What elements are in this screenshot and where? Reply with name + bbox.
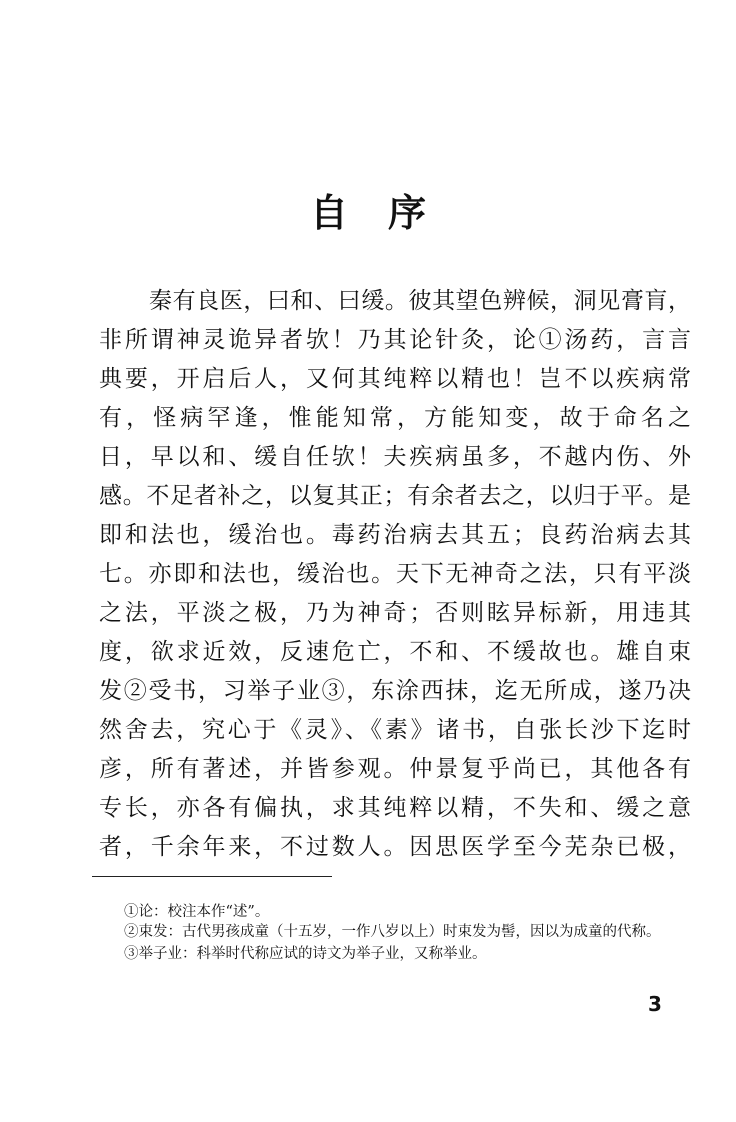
body-text	[99, 282, 691, 867]
body-line: 即和法也，缓治也。毒药治病去其五；良药治病去其	[99, 522, 691, 548]
body-line: 专长，亦各有偏执，求其纯粹以精，不失和、缓之意	[99, 795, 691, 821]
footnote-divider	[92, 876, 332, 877]
page-title: 自序	[309, 190, 466, 235]
body-line: 日，早以和、缓自任欤！夫疾病虽多，不越内伤、外	[99, 444, 691, 470]
body-line: 然舍去，究心于《灵》、《素》诸书，自张长沙下迄时	[99, 717, 691, 743]
page-number: 3	[648, 992, 662, 1016]
body-line: 七。亦即和法也，缓治也。天下无神奇之法，只有平淡	[99, 561, 691, 587]
body-line: 度，欲求近效，反速危亡，不和、不缓故也。雄自束	[99, 639, 691, 665]
body-line: 有，怪病罕逢，惟能知常，方能知变，故于命名之	[99, 405, 691, 431]
body-line: 发②受书，习举子业③，东涂西抹，迄无所成，遂乃决	[99, 678, 691, 704]
body-line: 感。不足者补之，以复其正；有余者去之，以归于平。是	[99, 483, 691, 509]
body-line: 之法，平淡之极，乃为神奇；否则眩异标新，用违其	[99, 600, 691, 626]
body-line: 者，千余年来，不过数人。因思医学至今芜杂已极，	[99, 834, 691, 860]
footnote: ①论：校注本作“述”。	[124, 904, 270, 920]
footnotes	[96, 902, 671, 964]
footnote: ③举子业：科举时代称应试的诗文为举子业，又称举业。	[124, 946, 487, 962]
body-line: 典要，开启后人，又何其纯粹以精也！岂不以疾病常	[99, 366, 691, 392]
body-line: 非所谓神灵诡异者欤！乃其论针灸，论①汤药，言言	[99, 327, 691, 353]
footnote: ②束发：古代男孩成童（十五岁，一作八岁以上）时束发为髻，因以为成童的代称。	[124, 924, 661, 940]
body-line: 彦，所有著述，并皆参观。仲景复乎尚已，其他各有	[99, 756, 691, 782]
body-line: 秦有良医，曰和、曰缓。彼其望色辨候，洞见膏肓，	[149, 288, 691, 314]
